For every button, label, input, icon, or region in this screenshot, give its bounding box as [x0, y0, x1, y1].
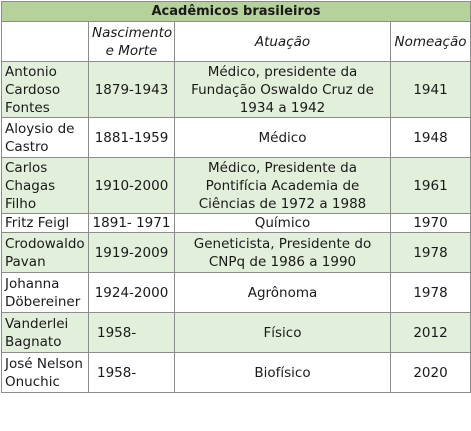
cell-name[interactable]: Fritz Feigl — [2, 214, 89, 233]
cell-birth-death[interactable]: 1924-2000 — [89, 273, 175, 313]
cell-birth-death[interactable]: 1910-2000 — [89, 158, 175, 214]
cell-name[interactable]: Antonio Cardoso Fontes — [2, 62, 89, 118]
cell-appointment[interactable]: 2020 — [391, 353, 471, 393]
table-row — [2, 158, 471, 214]
cell-role[interactable]: Médico, Presidente da Pontifícia Academia de Ciências de 1972 a 1988 — [175, 158, 391, 214]
cell-role[interactable]: Geneticista, Presidente do CNPq de 1986 a 1990 — [175, 233, 391, 273]
cell-name[interactable]: Aloysio de Castro — [2, 118, 89, 158]
header-appointment[interactable]: Nomeação — [391, 22, 471, 62]
cell-role[interactable]: Físico — [175, 313, 391, 353]
header-name[interactable] — [2, 22, 89, 62]
cell-birth-death[interactable]: 1881-1959 — [89, 118, 175, 158]
cell-birth-death[interactable]: 1919-2009 — [89, 233, 175, 273]
table-row — [2, 118, 471, 158]
cell-role[interactable]: Químico — [175, 214, 391, 233]
academics-table — [1, 1, 471, 393]
header-role[interactable]: Atuação — [175, 22, 391, 62]
cell-birth-death[interactable]: 1891- 1971 — [89, 214, 175, 233]
table-row — [2, 273, 471, 313]
cell-role[interactable]: Agrônoma — [175, 273, 391, 313]
cell-birth-death[interactable]: 1958- — [89, 353, 175, 393]
cell-appointment[interactable]: 1941 — [391, 62, 471, 118]
cell-appointment[interactable]: 1978 — [391, 233, 471, 273]
table-row — [2, 214, 471, 233]
header-birth-death[interactable]: Nascimento e Morte — [89, 22, 175, 62]
cell-name[interactable]: Carlos Chagas Filho — [2, 158, 89, 214]
cell-name[interactable]: Crodowaldo Pavan — [2, 233, 89, 273]
table-row — [2, 233, 471, 273]
cell-appointment[interactable]: 1961 — [391, 158, 471, 214]
cell-birth-death[interactable]: 1958- — [89, 313, 175, 353]
cell-appointment[interactable]: 1970 — [391, 214, 471, 233]
cell-appointment[interactable]: 1948 — [391, 118, 471, 158]
table-row — [2, 313, 471, 353]
cell-name[interactable]: Vanderlei Bagnato — [2, 313, 89, 353]
cell-role[interactable]: Médico — [175, 118, 391, 158]
cell-name[interactable]: José Nelson Onuchic — [2, 353, 89, 393]
table-title-row — [2, 2, 471, 22]
table-row — [2, 353, 471, 393]
column-header-row — [2, 22, 471, 62]
cell-appointment[interactable]: 2012 — [391, 313, 471, 353]
cell-appointment[interactable]: 1978 — [391, 273, 471, 313]
cell-role[interactable]: Biofísico — [175, 353, 391, 393]
table-title[interactable]: Acadêmicos brasileiros — [2, 2, 471, 22]
table-row — [2, 62, 471, 118]
cell-role[interactable]: Médico, presidente da Fundação Oswaldo Cruz de 1934 a 1942 — [175, 62, 391, 118]
cell-birth-death[interactable]: 1879-1943 — [89, 62, 175, 118]
cell-name[interactable]: Johanna Döbereiner — [2, 273, 89, 313]
